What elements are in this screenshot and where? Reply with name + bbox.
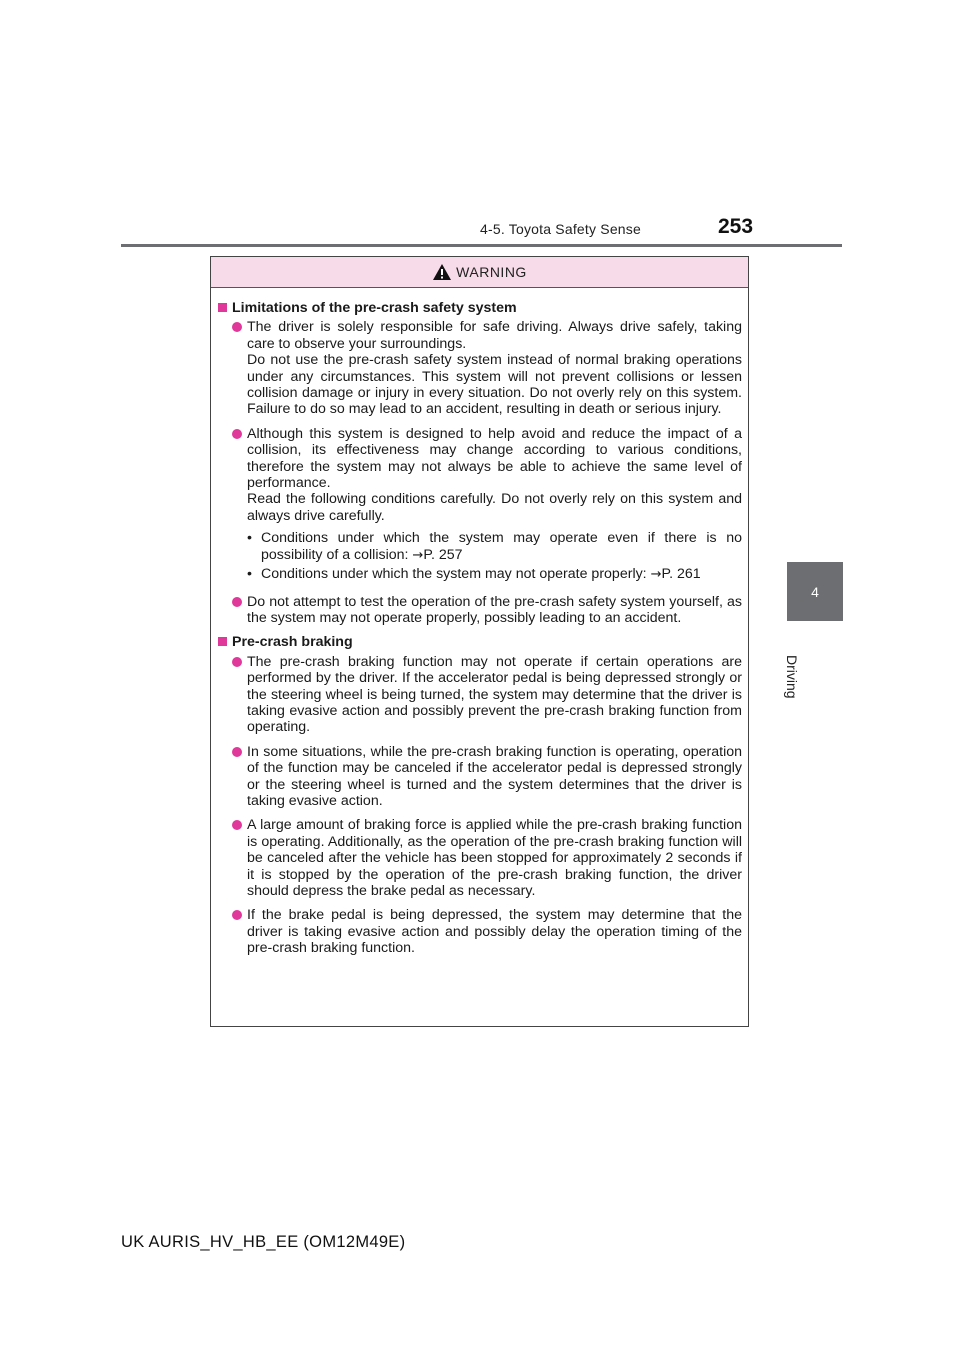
sub-list-item [247, 530, 742, 564]
section-heading-text: Pre-crash braking [232, 634, 353, 651]
chapter-tab[interactable] [787, 562, 843, 621]
list-item-text [247, 817, 742, 899]
round-bullet-icon [232, 820, 242, 830]
round-bullet-icon [232, 747, 242, 757]
arrow-right-icon: → [650, 567, 662, 583]
list-item-text [247, 907, 742, 956]
sub-list-item-text: Conditions under which the system may not operate properly: [261, 566, 651, 583]
section-title: 4-5. Toyota Safety Sense [480, 221, 641, 237]
round-bullet-icon [232, 597, 242, 607]
sub-list-item-content [261, 566, 701, 583]
list-item-text [247, 319, 742, 417]
bullet-dot-icon: • [247, 566, 252, 583]
paragraph: If the brake pedal is being depressed, the system may determine that the driver is taking evasive action and possibly delay the operation timing of the pre-crash braking function. [247, 907, 742, 957]
section-heading [218, 634, 742, 650]
list-item [232, 744, 742, 810]
sub-list-item-text: Conditions under which the system may operate even if there is no possibility of a collision: [261, 530, 742, 563]
page-reference-link[interactable]: P. 257 [423, 546, 463, 563]
list-item [232, 319, 742, 417]
warning-triangle-icon [432, 263, 452, 281]
paragraph: A large amount of braking force is applied while the pre-crash braking function is operating. Additionally, as the operation of the pre-crash braking function will be canceled after the vehicle has been stopped for approximately 2 seconds if it is stopped by the operation of the pre-crash braking function, the driver should depress the brake pedal as necessary. [247, 817, 742, 899]
list-item-text [247, 594, 742, 627]
list-item [232, 907, 742, 956]
warning-header [211, 257, 748, 288]
sub-list-item [247, 566, 742, 583]
arrow-right-icon: → [412, 547, 424, 563]
bullet-dot-icon: • [247, 530, 252, 547]
round-bullet-icon [232, 322, 242, 332]
paragraph: Read the following conditions carefully. Do not overly rely on this system and always drive carefully. [247, 491, 742, 524]
list-item [232, 654, 742, 736]
warning-title: WARNING [456, 264, 527, 280]
paragraph: The pre-crash braking function may not operate if certain operations are performed by the driver. If the accelerator pedal is being depressed strongly or the steering wheel is being turned, the system may determine that the driver is taking evasive action and possibly prevent the pre-crash braking function from operating. [247, 653, 742, 736]
paragraph: In some situations, while the pre-crash braking function is operating, operation of the function may be canceled if the accelerator pedal is depressed strongly or the steering wheel is turned and the system determines that the driver is taking evasive action. [247, 743, 742, 809]
paragraph: Do not attempt to test the operation of the pre-crash safety system yourself, as the system may not operate properly, possibly leading to an accident. [247, 593, 742, 626]
square-bullet-icon [218, 637, 227, 646]
round-bullet-icon [232, 657, 242, 667]
page-number: 253 [718, 215, 754, 238]
square-bullet-icon [218, 303, 227, 312]
warning-box [210, 256, 749, 1027]
section-heading [218, 300, 742, 316]
list-item [232, 426, 742, 586]
model-code: UK AURIS_HV_HB_EE (OM12M49E) [121, 1233, 406, 1251]
paragraph: Do not use the pre-crash safety system instead of normal braking operations under any circumstances. This system will not prevent collisions or lessen collision damage or injury in every situation. Do not overly rely on this system. Failure to do so may lead to an accident, resulting in death or serious injury. [247, 352, 742, 418]
warning-body [211, 288, 748, 957]
chapter-number: 4 [811, 583, 819, 600]
list-item [232, 594, 742, 627]
list-item-text [247, 654, 742, 736]
round-bullet-icon [232, 910, 242, 920]
round-bullet-icon [232, 429, 242, 439]
chapter-title: Driving [784, 655, 800, 699]
list-item-text [247, 426, 742, 586]
list-item-text [247, 744, 742, 810]
paragraph: The driver is solely responsible for safe driving. Always drive safely, taking care to observe your surroundings. [247, 319, 742, 352]
page-reference-link[interactable]: P. 261 [661, 566, 701, 583]
list-item [232, 817, 742, 899]
section-heading-text: Limitations of the pre-crash safety system [232, 300, 517, 316]
sub-list-item-content [261, 530, 742, 564]
header-divider [121, 244, 842, 247]
paragraph: Although this system is designed to help avoid and reduce the impact of a collision, its effectiveness may change according to various conditions, therefore the system may not always be able to achieve the same level of performance. [247, 425, 742, 492]
sub-list [247, 530, 742, 583]
